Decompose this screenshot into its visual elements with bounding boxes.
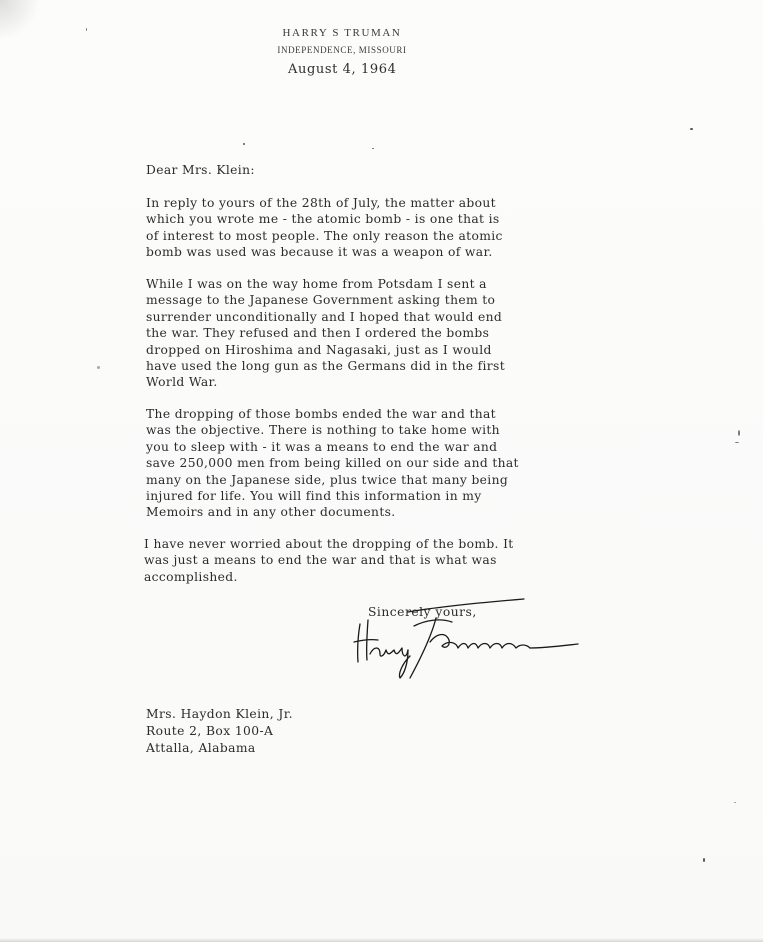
text-line: While I was on the way home from Potsdam I sent a (146, 277, 487, 291)
paragraph-1 (146, 195, 566, 261)
address-line: Route 2, Box 100-A (146, 724, 274, 738)
salutation (146, 162, 566, 178)
scan-speck (734, 802, 736, 803)
paragraph-3 (146, 406, 566, 521)
text-line: injured for life. You will find this information in my (146, 489, 482, 504)
text-line: was the objective. There is nothing to take home with (146, 423, 500, 438)
scan-speck (372, 148, 374, 149)
salutation-line: Dear Mrs. Klein: (146, 163, 255, 177)
letter-date: August 4, 1964 (288, 62, 397, 77)
text-line: was just a means to end the war and that is what was (144, 553, 497, 568)
scan-speck (738, 430, 740, 436)
scan-speck (703, 858, 705, 862)
letterhead-place: INDEPENDENCE, MISSOURI (277, 45, 407, 55)
handwritten-signature-icon (348, 596, 584, 684)
text-line: I have never worried about the dropping of the bomb. It (144, 537, 514, 551)
paragraph-2 (146, 276, 566, 391)
scan-speck (735, 442, 739, 443)
letterhead (262, 26, 422, 57)
text-line: the war. They refused and then I ordered the bombs (146, 326, 490, 341)
text-line: dropped on Hiroshima and Nagasaki, just as I would (146, 342, 492, 357)
text-line: surrender unconditionally and I hoped that would end (146, 309, 503, 324)
scan-speck (97, 366, 100, 369)
address-line: Mrs. Haydon Klein, Jr. (146, 707, 293, 721)
closing: Sincerely yours, (368, 605, 477, 619)
text-line: In reply to yours of the 28th of July, the matter about (146, 196, 496, 210)
text-line: have used the long gun as the Germans did in the first (146, 359, 505, 374)
text-line: accomplished. (144, 569, 238, 584)
scan-corner-shadow (0, 0, 40, 40)
paragraph-4 (144, 536, 564, 585)
text-line: save 250,000 men from being killed on our side and that (146, 456, 519, 471)
recipient-address (146, 706, 293, 757)
scan-speck (243, 143, 245, 145)
text-line: bomb was used was because it was a weapon of war. (146, 245, 493, 260)
text-line: The dropping of those bombs ended the war and that (146, 407, 496, 421)
letterhead-name: HARRY S TRUMAN (282, 27, 402, 39)
text-line: many on the Japanese side, plus twice that many being (146, 472, 509, 487)
text-line: which you wrote me - the atomic bomb - is one that is (146, 212, 500, 227)
scan-speck (86, 28, 87, 31)
scan-speck (690, 128, 693, 130)
text-line: Memoirs and in any other documents. (146, 505, 396, 520)
address-line: Attalla, Alabama (146, 741, 256, 755)
scan-bottom-edge (0, 938, 763, 942)
text-line: you to sleep with - it was a means to end the war and (146, 439, 498, 454)
text-line: World War. (146, 375, 218, 390)
text-line: message to the Japanese Government asking them to (146, 293, 496, 308)
text-line: of interest to most people. The only reason the atomic (146, 228, 503, 243)
